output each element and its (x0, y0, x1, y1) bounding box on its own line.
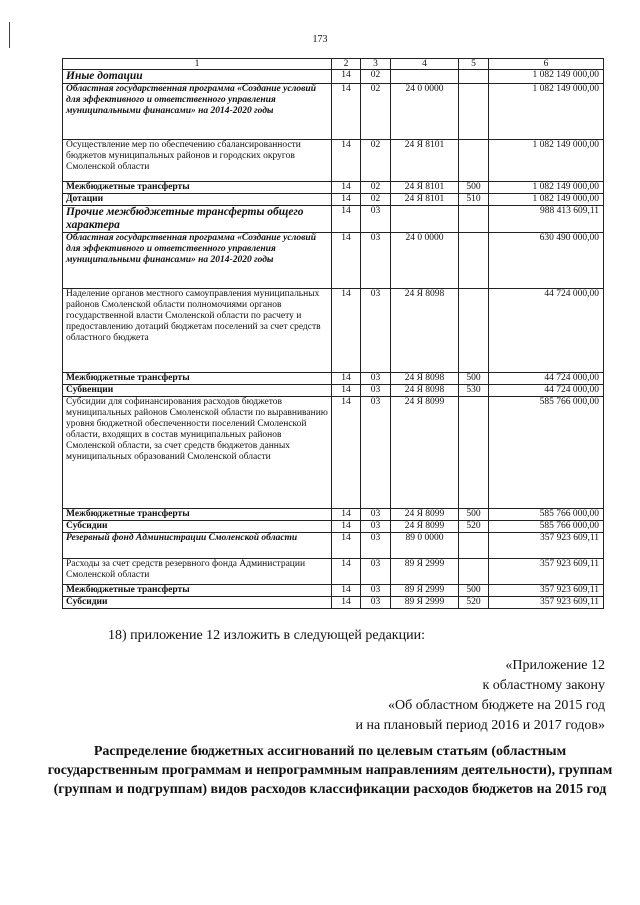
row-value-cell: 02 (361, 70, 391, 84)
row-value-cell: 988 413 609,11 (489, 206, 604, 233)
row-label-cell: Областная государственная программа «Создание условий для эффективного и ответственного управления муниципальными финансами» на 2014-2020 годы (63, 84, 332, 140)
row-value-cell: 357 923 609,11 (489, 533, 604, 559)
row-value-cell (459, 289, 489, 373)
table-row (63, 509, 604, 521)
row-value-cell (459, 233, 489, 289)
row-value-cell: 14 (332, 533, 361, 559)
row-label-cell: Субсидии (63, 597, 332, 609)
row-label-cell: Субвенции (63, 385, 332, 397)
row-value-cell: 1 082 149 000,00 (489, 70, 604, 84)
table-row (63, 233, 604, 289)
row-value-cell: 357 923 609,11 (489, 597, 604, 609)
row-value-cell: 24 Я 8098 (391, 385, 459, 397)
row-value-cell: 03 (361, 233, 391, 289)
row-label-cell: Расходы за счет средств резервного фонда Администрации Смоленской области (63, 559, 332, 585)
row-value-cell: 520 (459, 521, 489, 533)
row-value-cell: 44 724 000,00 (489, 373, 604, 385)
row-value-cell (459, 70, 489, 84)
table-row (63, 597, 604, 609)
row-label-cell: Межбюджетные трансферты (63, 585, 332, 597)
row-value-cell (459, 533, 489, 559)
table-row (63, 533, 604, 559)
row-label-cell: Межбюджетные трансферты (63, 373, 332, 385)
table-row (63, 84, 604, 140)
row-value-cell: 500 (459, 182, 489, 194)
row-value-cell: 44 724 000,00 (489, 385, 604, 397)
table-row (63, 70, 604, 84)
row-value-cell: 24 Я 8099 (391, 397, 459, 509)
row-value-cell: 585 766 000,00 (489, 521, 604, 533)
row-label-cell: Субсидии для софинансирования расходов бюджетов муниципальных районов Смоленской области по выравниванию уровня бюджетной обеспеченности поселений Смоленской области, входящих в состав муниципальных районов Смоленской области, за счет средств бюджетов данных муниципальных образований Смоленской области (63, 397, 332, 509)
row-value-cell: 14 (332, 233, 361, 289)
row-value-cell (459, 206, 489, 233)
page-number: 173 (312, 34, 328, 45)
header-cell: 1 (63, 59, 332, 70)
table-row (63, 385, 604, 397)
row-value-cell (459, 559, 489, 585)
row-value-cell (459, 84, 489, 140)
row-value-cell: 03 (361, 597, 391, 609)
row-value-cell: 14 (332, 397, 361, 509)
row-value-cell: 14 (332, 585, 361, 597)
row-value-cell: 14 (332, 559, 361, 585)
row-value-cell: 14 (332, 140, 361, 182)
document-title: Распределение бюджетных ассигнований по целевым статьям (областным государственным программам и непрограммным направлениям деятельности), группам (группам и подгруппам) видов расходов классификации расходов бюджетов на 2015 год (47, 744, 613, 797)
row-value-cell: 89 0 0000 (391, 533, 459, 559)
row-value-cell (459, 140, 489, 182)
table-row (63, 521, 604, 533)
header-cell: 6 (489, 59, 604, 70)
table-row (63, 397, 604, 509)
row-value-cell: 24 Я 8098 (391, 373, 459, 385)
row-value-cell (391, 70, 459, 84)
row-value-cell: 24 Я 8099 (391, 521, 459, 533)
table-row (63, 373, 604, 385)
row-value-cell: 24 Я 8099 (391, 509, 459, 521)
row-value-cell: 24 Я 8101 (391, 182, 459, 194)
row-value-cell: 520 (459, 597, 489, 609)
appendix-line-3: «Об областном бюджете на 2015 год (388, 698, 605, 713)
row-label-cell: Наделение органов местного самоуправления муниципальных районов Смоленской области полномочиями органов государственной власти Смоленской области по расчету и предоставлению дотаций бюджетам поселений за счет средств областного бюджета (63, 289, 332, 373)
row-label-cell: Межбюджетные трансферты (63, 509, 332, 521)
table-header-row (63, 59, 604, 70)
row-value-cell: 24 Я 8101 (391, 140, 459, 182)
header-cell: 3 (361, 59, 391, 70)
row-label-cell: Осуществление мер по обеспечению сбалансированности бюджетов муниципальных районов и городских округов Смоленской области (63, 140, 332, 182)
row-value-cell: 24 Я 8098 (391, 289, 459, 373)
row-label-cell: Дотации (63, 194, 332, 206)
row-value-cell: 02 (361, 140, 391, 182)
row-value-cell: 03 (361, 206, 391, 233)
row-value-cell: 1 082 149 000,00 (489, 194, 604, 206)
row-label-cell: Межбюджетные трансферты (63, 182, 332, 194)
row-value-cell: 03 (361, 289, 391, 373)
row-value-cell: 24 0 0000 (391, 233, 459, 289)
appendix-line-2: к областному закону (482, 678, 605, 693)
row-value-cell: 530 (459, 385, 489, 397)
row-value-cell: 02 (361, 182, 391, 194)
row-label-cell: Областная государственная программа «Создание условий для эффективного и ответственного управления муниципальными финансами» на 2014-2020 годы (63, 233, 332, 289)
row-value-cell (391, 206, 459, 233)
row-value-cell: 14 (332, 385, 361, 397)
row-value-cell: 24 0 0000 (391, 84, 459, 140)
row-value-cell: 03 (361, 559, 391, 585)
row-value-cell: 14 (332, 521, 361, 533)
row-value-cell: 1 082 149 000,00 (489, 182, 604, 194)
row-value-cell: 03 (361, 585, 391, 597)
row-value-cell: 03 (361, 397, 391, 509)
appendix-line-4: и на плановый период 2016 и 2017 годов» (355, 718, 605, 733)
row-value-cell: 630 490 000,00 (489, 233, 604, 289)
row-value-cell: 89 Я 2999 (391, 585, 459, 597)
row-value-cell: 1 082 149 000,00 (489, 140, 604, 182)
row-value-cell: 02 (361, 84, 391, 140)
row-value-cell: 14 (332, 597, 361, 609)
row-value-cell: 89 Я 2999 (391, 597, 459, 609)
row-value-cell: 03 (361, 509, 391, 521)
row-value-cell: 14 (332, 206, 361, 233)
header-cell: 2 (332, 59, 361, 70)
row-value-cell: 24 Я 8101 (391, 194, 459, 206)
row-value-cell: 1 082 149 000,00 (489, 84, 604, 140)
row-label-cell: Субсидии (63, 521, 332, 533)
row-value-cell: 585 766 000,00 (489, 509, 604, 521)
row-value-cell: 03 (361, 533, 391, 559)
row-value-cell: 14 (332, 289, 361, 373)
row-value-cell: 585 766 000,00 (489, 397, 604, 509)
row-value-cell: 89 Я 2999 (391, 559, 459, 585)
row-value-cell: 500 (459, 509, 489, 521)
row-value-cell: 14 (332, 373, 361, 385)
header-cell: 4 (391, 59, 459, 70)
table-row (63, 140, 604, 182)
row-value-cell: 510 (459, 194, 489, 206)
row-label-cell: Иные дотации (63, 70, 332, 84)
row-value-cell: 03 (361, 373, 391, 385)
row-value-cell: 02 (361, 194, 391, 206)
row-value-cell: 14 (332, 182, 361, 194)
table-row (63, 182, 604, 194)
row-value-cell: 500 (459, 585, 489, 597)
table-row (63, 206, 604, 233)
table-row (63, 559, 604, 585)
row-value-cell: 14 (332, 194, 361, 206)
row-value-cell: 357 923 609,11 (489, 585, 604, 597)
row-value-cell: 03 (361, 521, 391, 533)
table-row (63, 194, 604, 206)
row-value-cell (459, 397, 489, 509)
table-row (63, 585, 604, 597)
row-value-cell: 357 923 609,11 (489, 559, 604, 585)
instruction-text: 18) приложение 12 изложить в следующей редакции: (108, 628, 425, 643)
budget-table (62, 58, 604, 609)
row-label-cell: Прочие межбюджетные трансферты общего характера (63, 206, 332, 233)
row-value-cell: 03 (361, 385, 391, 397)
row-value-cell: 14 (332, 84, 361, 140)
appendix-line-1: «Приложение 12 (505, 658, 605, 673)
row-value-cell: 14 (332, 509, 361, 521)
header-cell: 5 (459, 59, 489, 70)
row-value-cell: 500 (459, 373, 489, 385)
row-label-cell: Резервный фонд Администрации Смоленской области (63, 533, 332, 559)
row-value-cell: 14 (332, 70, 361, 84)
table-row (63, 289, 604, 373)
row-value-cell: 44 724 000,00 (489, 289, 604, 373)
